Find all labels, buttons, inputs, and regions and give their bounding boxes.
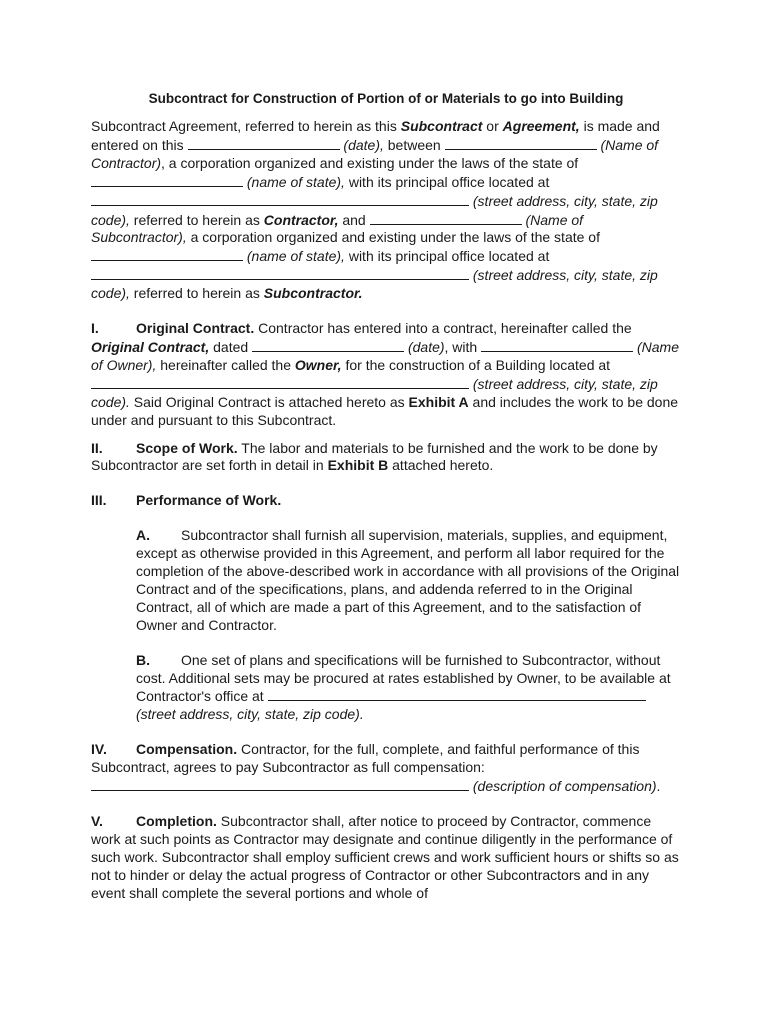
section-text: . <box>656 778 661 795</box>
section-number: II. <box>91 439 103 456</box>
section-text: , with <box>444 338 482 355</box>
intro-text: Subcontract Agreement, referred to herein as this <box>91 118 401 134</box>
section-text: attached hereto. <box>388 457 494 474</box>
section-1 <box>91 320 681 429</box>
section-text: Subcontractor shall, after notice to proceed by Contractor, commence work at such points as Contractor may designate and continue diligently in the performance of such work. Subcontractor shall employ sufficient crews and work sufficient hours or shifts so as not to hinder or delay the actual progress of Contractor or other Subcontractors and in any event shall complete the several portions and whole of <box>91 813 679 901</box>
exhibit-b: Exhibit B <box>327 457 389 474</box>
intro-text: with its principal office located at <box>344 173 550 190</box>
section-text: Contractor, for the full, complete, and faithful performance of this Subcontract, agrees to pay Subcontractor as full compensation: <box>91 741 640 776</box>
section-text: hereinafter called the <box>156 356 295 373</box>
section-number: I. <box>91 320 99 337</box>
state-blank-2[interactable] <box>91 247 243 261</box>
state-hint-2: (name of state), <box>246 248 345 265</box>
subsection-label: A. <box>136 527 150 544</box>
date-blank[interactable] <box>188 136 340 150</box>
section-heading: Performance of Work. <box>136 492 282 509</box>
date-hint: (date), <box>343 136 384 153</box>
intro-text: with its principal office located at <box>344 248 550 265</box>
section-number: III. <box>91 492 107 509</box>
intro-text: or <box>482 118 503 134</box>
section-3 <box>91 492 681 510</box>
intro-text: , a corporation organized and existing under the laws of the state of <box>161 154 579 171</box>
compensation-blank[interactable] <box>91 777 469 791</box>
state-hint: (name of state), <box>246 173 345 190</box>
owner-name-blank[interactable] <box>481 338 633 352</box>
exhibit-a: Exhibit A <box>408 393 469 410</box>
subsection-a <box>91 527 681 634</box>
section-number: IV. <box>91 741 107 758</box>
date-hint: (date) <box>407 338 445 355</box>
section-text: and includes the work to be done under and pursuant to this Subcontract. <box>91 393 679 428</box>
term-subcontractor: Subcontractor. <box>263 285 363 302</box>
address-blank-2[interactable] <box>91 266 469 280</box>
intro-text: referred to herein as <box>129 285 264 302</box>
intro-text: referred to herein as <box>129 211 264 228</box>
intro-paragraph <box>91 118 681 303</box>
subsection-b <box>91 652 681 725</box>
term-contractor: Contractor, <box>263 211 339 228</box>
term-original-contract: Original Contract, <box>91 338 210 355</box>
document-page <box>91 90 681 903</box>
compensation-hint: (description of compensation) <box>472 778 657 795</box>
owner-name-hint: (Name of Owner), <box>91 338 680 373</box>
document-title: Subcontract for Construction of Portion of or Materials to go into Building <box>148 91 624 106</box>
address-hint: (street address, city, state, zip code). <box>136 706 364 723</box>
intro-text: between <box>383 136 445 153</box>
section-2 <box>91 440 681 476</box>
term-agreement: Agreement, <box>502 118 580 134</box>
section-heading: Scope of Work. <box>136 439 238 456</box>
state-blank[interactable] <box>91 173 243 187</box>
contractor-name-blank[interactable] <box>445 136 597 150</box>
section-text: Said Original Contract is attached hereto as <box>129 393 409 410</box>
address-hint-2: (street address, city, state, zip code), <box>91 267 658 302</box>
section-text: Contractor has entered into a contract, hereinafter called the <box>254 320 632 337</box>
office-address-blank[interactable] <box>268 687 646 701</box>
section-heading: Original Contract. <box>136 320 255 337</box>
section-4 <box>91 741 681 796</box>
building-address-blank[interactable] <box>91 375 469 389</box>
address-blank[interactable] <box>91 192 469 206</box>
subcontractor-name-blank[interactable] <box>370 211 522 225</box>
section-text: The labor and materials to be furnished and the work to be done by Subcontractor are set forth in detail in <box>91 439 658 474</box>
subsection-text: Subcontractor shall furnish all supervision, materials, supplies, and equipment, except as otherwise provided in this Agreement, and perform all labor required for the completion of the above-described work in accordance with all provisions of the Original Contract and of the specifications, plans, and addenda referred to in the Original Contract, all of which are made a part of this Agreement, and to the satisfaction of Owner and Contractor. <box>136 527 680 633</box>
contractor-name-hint: (Name of Contractor) <box>91 136 659 171</box>
subcontractor-name-hint: (Name of Subcontractor), <box>91 211 584 246</box>
term-owner: Owner, <box>294 356 342 373</box>
intro-text: is made and entered on this <box>91 118 660 153</box>
address-hint: (street address, city, state, zip code), <box>91 192 658 228</box>
section-5 <box>91 813 681 903</box>
subsection-label: B. <box>136 651 150 668</box>
subsection-text: One set of plans and specifications will be furnished to Subcontractor, without cost. Additional sets may be procured at rates established by Owner, to be available at Contractor's office at <box>136 651 671 705</box>
section-text: dated <box>209 338 253 355</box>
section-text: for the construction of a Building located at <box>341 356 611 373</box>
term-subcontract: Subcontract <box>400 118 483 134</box>
address-hint: (street address, city, state, zip code). <box>91 375 658 410</box>
intro-text: and <box>338 211 370 228</box>
section-heading: Completion. <box>136 813 217 829</box>
intro-text: a corporation organized and existing under the laws of the state of <box>186 229 600 246</box>
section-heading: Compensation. <box>136 741 238 758</box>
contract-date-blank[interactable] <box>252 338 404 352</box>
section-number: V. <box>91 813 103 829</box>
